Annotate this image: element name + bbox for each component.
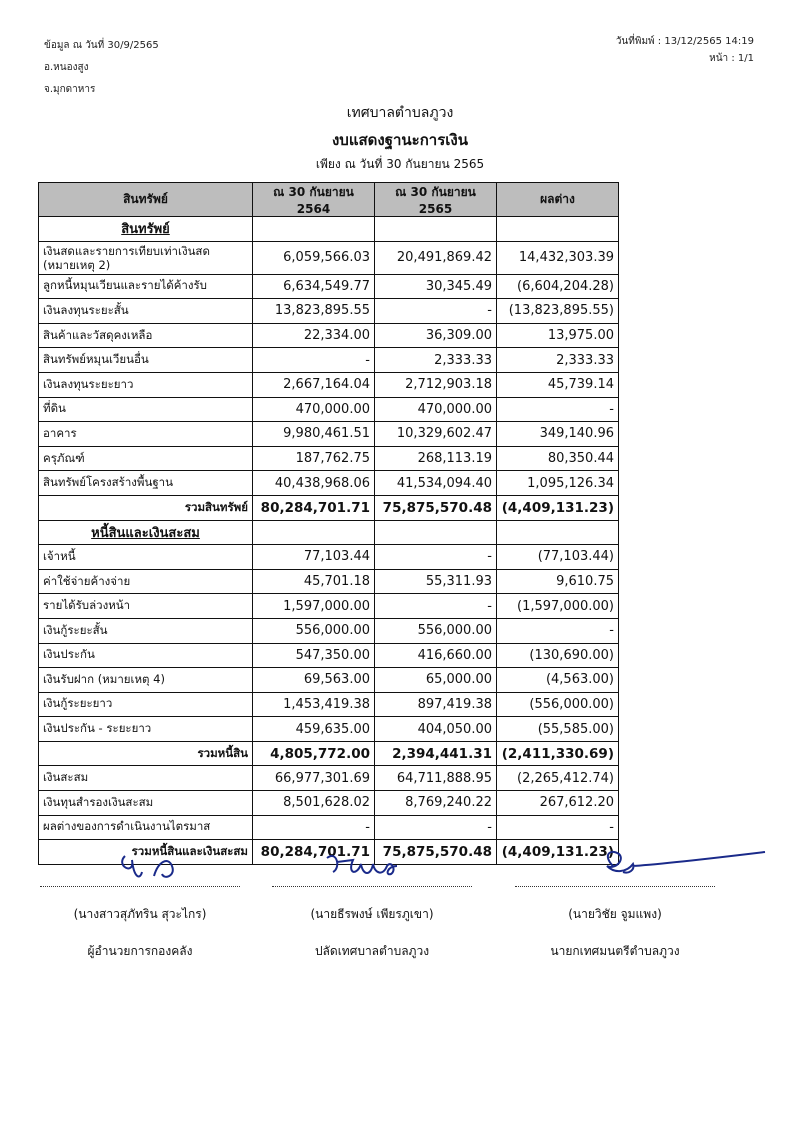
header-2564: ณ 30 กันยายน 2564 bbox=[253, 183, 375, 217]
value-2565: 416,660.00 bbox=[375, 643, 497, 668]
value-2564: 66,977,301.69 bbox=[253, 766, 375, 791]
value-difference: (77,103.44) bbox=[497, 545, 619, 570]
value-2564: 45,701.18 bbox=[253, 569, 375, 594]
table-row bbox=[39, 692, 619, 717]
value-2565: 404,050.00 bbox=[375, 717, 497, 742]
row-label: เงินทุนสำรองเงินสะสม bbox=[39, 791, 253, 816]
value-2565: 30,345.49 bbox=[375, 274, 497, 299]
value-2564: 1,453,419.38 bbox=[253, 692, 375, 717]
value-2564: 6,634,549.77 bbox=[253, 274, 375, 299]
value-2564: 69,563.00 bbox=[253, 668, 375, 693]
table-row bbox=[39, 299, 619, 324]
value-2564: 459,635.00 bbox=[253, 717, 375, 742]
section-row bbox=[39, 520, 619, 545]
value-difference: 9,610.75 bbox=[497, 569, 619, 594]
value-2564: 40,438,968.06 bbox=[253, 471, 375, 496]
row-label: เงินกู้ระยะยาว bbox=[39, 692, 253, 717]
row-label: เจ้าหนี้ bbox=[39, 545, 253, 570]
value-2564: 470,000.00 bbox=[253, 397, 375, 422]
table-row bbox=[39, 815, 619, 840]
value-2565: 470,000.00 bbox=[375, 397, 497, 422]
signature-mark bbox=[317, 846, 417, 886]
table-row bbox=[39, 422, 619, 447]
value-2565: - bbox=[375, 299, 497, 324]
value-difference: (6,604,204.28) bbox=[497, 274, 619, 299]
row-label: รวมหนี้สิน bbox=[39, 741, 253, 766]
row-label: เงินรับฝาก (หมายเหตุ 4) bbox=[39, 668, 253, 693]
row-label: ครุภัณฑ์ bbox=[39, 446, 253, 471]
signatory-name: (นายวิชัย จูมแพง) bbox=[568, 907, 662, 921]
header-difference: ผลต่าง bbox=[497, 183, 619, 217]
row-label: เงินสดและรายการเทียบเท่าเงินสด (หมายเหตุ 2) bbox=[39, 241, 253, 274]
value-difference: 13,975.00 bbox=[497, 323, 619, 348]
header-assets: สินทรัพย์ bbox=[39, 183, 253, 217]
row-label: เงินลงทุนระยะสั้น bbox=[39, 299, 253, 324]
table-row bbox=[39, 274, 619, 299]
value-2564: 13,823,895.55 bbox=[253, 299, 375, 324]
signatory-name: (นายธีรพงษ์ เพียรภูเขา) bbox=[310, 907, 434, 921]
value-2564: 547,350.00 bbox=[253, 643, 375, 668]
value-2564: 556,000.00 bbox=[253, 618, 375, 643]
value-2565: 75,875,570.48 bbox=[375, 840, 497, 865]
page-number: หน้า : 1/1 bbox=[709, 53, 754, 64]
total-row bbox=[39, 741, 619, 766]
table-row bbox=[39, 643, 619, 668]
value-2564: 80,284,701.71 bbox=[253, 840, 375, 865]
report-title: งบแสดงฐานะการเงิน bbox=[331, 131, 468, 149]
value-2565: 2,333.33 bbox=[375, 348, 497, 373]
value-difference: (13,823,895.55) bbox=[497, 299, 619, 324]
header-2565: ณ 30 กันยายน 2565 bbox=[375, 183, 497, 217]
district: อ.หนองสูง bbox=[44, 62, 89, 73]
value-2565 bbox=[375, 520, 497, 545]
row-label: ที่ดิน bbox=[39, 397, 253, 422]
value-difference: - bbox=[497, 618, 619, 643]
signatory-position: นายกเทศมนตรีตำบลภูวง bbox=[550, 944, 680, 958]
value-2565: - bbox=[375, 594, 497, 619]
signatory-position: ผู้อำนวยการกองคลัง bbox=[87, 944, 193, 958]
value-difference: 80,350.44 bbox=[497, 446, 619, 471]
value-2565: 65,000.00 bbox=[375, 668, 497, 693]
table-row bbox=[39, 397, 619, 422]
table-row bbox=[39, 791, 619, 816]
value-difference: (2,411,330.69) bbox=[497, 741, 619, 766]
table-row bbox=[39, 569, 619, 594]
value-difference: (4,409,131.23) bbox=[497, 495, 619, 520]
value-2565: - bbox=[375, 545, 497, 570]
signature-mark bbox=[585, 844, 775, 884]
table-row bbox=[39, 766, 619, 791]
value-difference: (55,585.00) bbox=[497, 717, 619, 742]
row-label: ลูกหนี้หมุนเวียนและรายได้ค้างรับ bbox=[39, 274, 253, 299]
value-difference: (4,409,131.23) bbox=[497, 840, 619, 865]
value-2565: 2,712,903.18 bbox=[375, 372, 497, 397]
value-2565: 36,309.00 bbox=[375, 323, 497, 348]
table-row bbox=[39, 618, 619, 643]
row-label: สินทรัพย์หมุนเวียนอื่น bbox=[39, 348, 253, 373]
row-label: ผลต่างของการดำเนินงานไตรมาส bbox=[39, 815, 253, 840]
value-2565: 10,329,602.47 bbox=[375, 422, 497, 447]
row-label: อาคาร bbox=[39, 422, 253, 447]
signature-block-municipal-clerk bbox=[272, 850, 472, 961]
value-difference: 267,612.20 bbox=[497, 791, 619, 816]
row-label: รวมหนี้สินและเงินสะสม bbox=[39, 840, 253, 865]
value-2565: 64,711,888.95 bbox=[375, 766, 497, 791]
print-date: วันที่พิมพ์ : 13/12/2565 14:19 bbox=[615, 36, 754, 47]
value-2565: 20,491,869.42 bbox=[375, 241, 497, 274]
value-2564: 4,805,772.00 bbox=[253, 741, 375, 766]
table-row bbox=[39, 717, 619, 742]
value-2565 bbox=[375, 217, 497, 242]
value-2564: 1,597,000.00 bbox=[253, 594, 375, 619]
value-2565: 268,113.19 bbox=[375, 446, 497, 471]
table-row bbox=[39, 668, 619, 693]
signature-line bbox=[40, 886, 240, 887]
value-2565: 75,875,570.48 bbox=[375, 495, 497, 520]
province: จ.มุกดาหาร bbox=[44, 84, 96, 95]
value-2564: 80,284,701.71 bbox=[253, 495, 375, 520]
row-label: เงินลงทุนระยะยาว bbox=[39, 372, 253, 397]
value-2565: 897,419.38 bbox=[375, 692, 497, 717]
table-header-row bbox=[39, 183, 619, 217]
value-difference: 45,739.14 bbox=[497, 372, 619, 397]
value-difference: 14,432,303.39 bbox=[497, 241, 619, 274]
value-difference: 1,095,126.34 bbox=[497, 471, 619, 496]
report-date: เพียง ณ วันที่ 30 กันยายน 2565 bbox=[315, 157, 485, 171]
value-difference: - bbox=[497, 815, 619, 840]
signature-block-finance-director bbox=[40, 850, 240, 961]
value-2564: 6,059,566.03 bbox=[253, 241, 375, 274]
value-difference: (556,000.00) bbox=[497, 692, 619, 717]
organization-name: เทศบาลตำบลภูวง bbox=[346, 105, 454, 121]
row-label: สินทรัพย์ bbox=[39, 217, 253, 242]
row-label: รายได้รับล่วงหน้า bbox=[39, 594, 253, 619]
value-2565: 2,394,441.31 bbox=[375, 741, 497, 766]
value-2564: 22,334.00 bbox=[253, 323, 375, 348]
row-label: ค่าใช้จ่ายค้างจ่าย bbox=[39, 569, 253, 594]
row-label: เงินประกัน - ระยะยาว bbox=[39, 717, 253, 742]
table-row bbox=[39, 545, 619, 570]
table-row bbox=[39, 323, 619, 348]
value-2564 bbox=[253, 520, 375, 545]
row-label: รวมสินทรัพย์ bbox=[39, 495, 253, 520]
signature-block-mayor bbox=[515, 850, 715, 961]
signature-mark bbox=[110, 846, 190, 886]
signature-line bbox=[272, 886, 472, 887]
row-label: สินค้าและวัสดุคงเหลือ bbox=[39, 323, 253, 348]
value-2565: - bbox=[375, 815, 497, 840]
value-2564: - bbox=[253, 815, 375, 840]
value-difference: (2,265,412.74) bbox=[497, 766, 619, 791]
row-label: เงินประกัน bbox=[39, 643, 253, 668]
table-row bbox=[39, 241, 619, 274]
value-difference: - bbox=[497, 397, 619, 422]
value-difference: 2,333.33 bbox=[497, 348, 619, 373]
data-date: ข้อมูล ณ วันที่ 30/9/2565 bbox=[44, 40, 159, 51]
value-difference: (130,690.00) bbox=[497, 643, 619, 668]
financial-position-table bbox=[38, 182, 619, 865]
table-body bbox=[39, 217, 619, 865]
value-difference: (4,563.00) bbox=[497, 668, 619, 693]
table-row bbox=[39, 348, 619, 373]
value-2564: 187,762.75 bbox=[253, 446, 375, 471]
value-2564 bbox=[253, 217, 375, 242]
value-2564: 77,103.44 bbox=[253, 545, 375, 570]
value-difference bbox=[497, 520, 619, 545]
value-2565: 556,000.00 bbox=[375, 618, 497, 643]
signatory-position: ปลัดเทศบาลตำบลภูวง bbox=[314, 944, 430, 958]
value-2565: 41,534,094.40 bbox=[375, 471, 497, 496]
value-difference: (1,597,000.00) bbox=[497, 594, 619, 619]
row-label: หนี้สินและเงินสะสม bbox=[39, 520, 253, 545]
value-difference bbox=[497, 217, 619, 242]
row-label: เงินกู้ระยะสั้น bbox=[39, 618, 253, 643]
value-2564: 8,501,628.02 bbox=[253, 791, 375, 816]
section-row bbox=[39, 217, 619, 242]
table-row bbox=[39, 471, 619, 496]
row-label: สินทรัพย์โครงสร้างพื้นฐาน bbox=[39, 471, 253, 496]
value-2565: 55,311.93 bbox=[375, 569, 497, 594]
table-row bbox=[39, 594, 619, 619]
value-2564: 2,667,164.04 bbox=[253, 372, 375, 397]
signatory-name: (นางสาวสุภัทริน สุวะไกร) bbox=[73, 907, 207, 921]
value-2565: 8,769,240.22 bbox=[375, 791, 497, 816]
row-label: เงินสะสม bbox=[39, 766, 253, 791]
value-2564: - bbox=[253, 348, 375, 373]
value-difference: 349,140.96 bbox=[497, 422, 619, 447]
value-2564: 9,980,461.51 bbox=[253, 422, 375, 447]
signature-line bbox=[515, 886, 715, 887]
table-row bbox=[39, 446, 619, 471]
table-row bbox=[39, 372, 619, 397]
total-row bbox=[39, 495, 619, 520]
